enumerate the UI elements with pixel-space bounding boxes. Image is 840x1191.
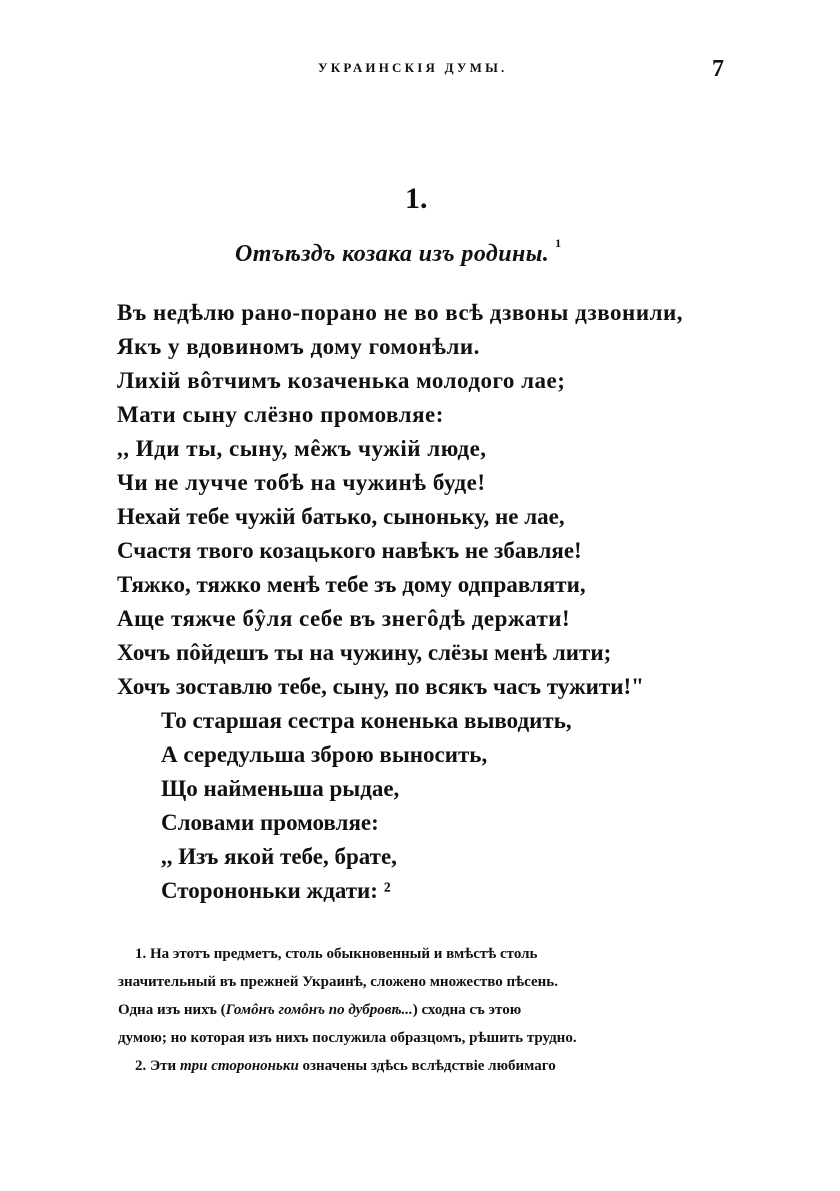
- verse-line-indented: ,, Изъ якой тебе, брате,: [161, 844, 397, 869]
- footnote-italic-fragment: Гомôнъ гомôнъ по дубровѣ...: [225, 1002, 413, 1018]
- verse-line: Хочъ зоставлю тебе, сыну, по всякъ часъ тужити!": [117, 674, 644, 699]
- verse-line: Нехай тебе чужій батько, сыноньку, не лае,: [117, 504, 565, 529]
- verse-line: Хочъ пôйдешъ ты на чужину, слёзы менѣ лити;: [117, 640, 612, 665]
- verse-body: [117, 296, 747, 908]
- verse-line-indented: А середульша зброю выносить,: [161, 742, 488, 767]
- footnote-line: Одна изъ нихъ (Гомôнъ гомôнъ по дубровѣ...) сходна съ этою: [118, 1002, 522, 1018]
- verse-line: ,, Иди ты, сыну, мêжъ чужій люде,: [117, 436, 487, 461]
- verse-line: Лихій вôтчимъ козаченька молодого лае;: [117, 368, 566, 393]
- verse-line-indented: Сторононьки ждати: ²: [161, 878, 391, 903]
- verse-line: Аще тяжче бŷля себе въ знегôдѣ держати!: [117, 606, 571, 631]
- verse-line: Мати сыну слёзно промовляе:: [117, 402, 444, 427]
- footnote-italic-fragment: три сторононьки: [179, 1058, 299, 1074]
- verse-line-indented: То старшая сестра коненька выводить,: [161, 708, 572, 733]
- verse-line: Счастя твого козацького навѣкъ не збавляе!: [117, 538, 582, 563]
- verse-line: Якъ у вдовиномъ дому гомонѣли.: [117, 334, 480, 359]
- section-title-text: Отъѣздъ козака изъ родины.: [235, 241, 550, 267]
- footnote-line: 2. Эти три сторононьки означены здѣсь вслѣдствіе любимаго: [135, 1058, 556, 1074]
- running-head: УКРАИНСКІЯ ДУМЫ.: [318, 60, 508, 75]
- page-number: 7: [712, 56, 724, 82]
- footnote-line: 1. На этотъ предметъ, столь обыкновенный и вмѣстѣ столь: [135, 946, 538, 962]
- verse-line-indented: Словами промовляе:: [161, 810, 379, 835]
- verse-line: Тяжко, тяжко менѣ тебе зъ дому одправляти,: [117, 572, 586, 597]
- title-footnote-mark: 1: [555, 236, 562, 250]
- footnote-line: значительный въ прежней Украинѣ, сложено множество пѣсень.: [118, 974, 558, 990]
- verse-line: Чи не лучче тобѣ на чужинѣ буде!: [117, 470, 486, 495]
- verse-line-indented: Що найменьша рыдае,: [161, 776, 400, 801]
- section-title: [235, 236, 562, 268]
- section-number: 1.: [405, 182, 428, 215]
- footnote-line: думою; но которая изъ нихъ послужила образцомъ, рѣшить трудно.: [118, 1030, 577, 1046]
- verse-line: Въ недѣлю рано-порано не во всѣ дзвоны дзвонили,: [117, 300, 683, 325]
- footnotes: [118, 940, 718, 1080]
